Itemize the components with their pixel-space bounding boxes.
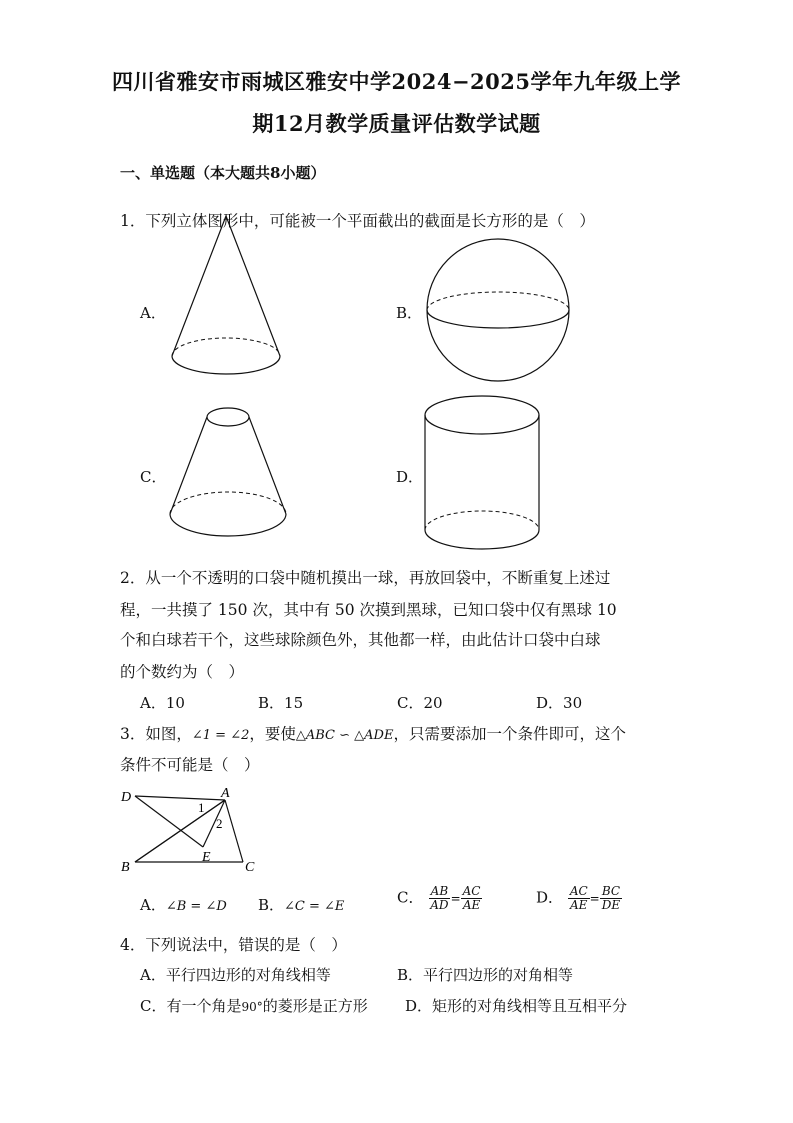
q3-stem	[120, 722, 626, 744]
q3-option-c-fraction-2	[461, 885, 483, 912]
q3-option-d-fraction-2	[600, 885, 622, 912]
q3-option-a	[140, 894, 227, 915]
q3-option-c-fraction-1	[428, 885, 450, 912]
q3-stem-line-2: 条件不可能是（ ）	[120, 756, 260, 774]
q3-stem-part-b: ，要使	[249, 725, 296, 743]
q3-option-d-label: D．	[536, 888, 564, 907]
q3-stem-part-c: ，只需要添加一个条件即可，这个	[393, 725, 626, 743]
q3-option-d-fraction-1	[568, 885, 590, 912]
q3-similar-statement: △ABC ∽ △ADE	[295, 728, 394, 743]
q3-option-c-label: C．	[397, 888, 424, 907]
sphere-icon	[420, 238, 580, 388]
q4-option-a: A．平行四边形的对角线相等	[140, 966, 331, 984]
exam-title-line2: 期12月教学质量评估数学试题	[252, 111, 541, 136]
frac-numerator: BC	[601, 884, 621, 898]
q3-stem-part-a: 3．如图，	[120, 725, 192, 743]
q2-line-2: 程，一共摸了 150 次，其中有 50 次摸到黑球，已知口袋中仅有黑球 10	[120, 601, 617, 619]
q3-angle-condition: ∠1 = ∠2	[191, 728, 250, 743]
q3-option-b-text: ∠C = ∠E	[284, 899, 345, 914]
point-e-label: E	[202, 850, 211, 865]
point-d-label: D	[121, 790, 132, 805]
q4-option-c-pre: C．有一个角是	[140, 997, 242, 1015]
q4-option-d: D．矩形的对角线相等且互相平分	[405, 997, 628, 1015]
q3-option-a-text: ∠B = ∠D	[165, 899, 227, 914]
q3-option-a-label: A．	[140, 896, 166, 914]
frustum-icon	[160, 400, 300, 550]
q3-option-d	[536, 885, 622, 912]
q2-option-c: C．20	[397, 694, 443, 712]
frac-numerator: AC	[569, 884, 588, 898]
frac-denominator: DE	[601, 898, 621, 912]
q3-option-c	[397, 885, 482, 912]
q1-stem: 1．下列立体图形中，可能被一个平面截出的截面是长方形的是（ ）	[120, 212, 595, 230]
section-heading: 一、单选题（本大题共8小题）	[120, 164, 326, 182]
q2-line-4: 的个数约为（ ）	[120, 663, 245, 681]
q2-option-d: D．30	[536, 694, 583, 712]
q1-option-a-label: A．	[140, 304, 166, 322]
point-b-label: B	[121, 860, 130, 875]
q4-option-c-degree: 90°	[241, 1000, 263, 1014]
cone-icon	[160, 210, 300, 380]
equals-sign: =	[450, 891, 461, 906]
q4-option-c	[140, 995, 368, 1016]
frac-denominator: AE	[570, 898, 588, 912]
cylinder-icon	[420, 394, 560, 564]
q4-option-c-post: 的菱形是正方形	[262, 997, 368, 1015]
equals-sign: =	[589, 891, 600, 906]
q2-option-a: A．10	[140, 694, 185, 712]
angle-1-label: 1	[198, 800, 205, 815]
frac-denominator: AE	[462, 898, 481, 912]
q3-option-b	[258, 894, 344, 915]
frac-denominator: AD	[430, 898, 449, 912]
q4-stem: 4．下列说法中，错误的是（ ）	[120, 936, 347, 954]
q1-option-c-label: C．	[140, 468, 167, 486]
exam-title-line1: 四川省雅安市雨城区雅安中学2024−2025学年九年级上学	[112, 69, 681, 94]
q2-line-1: 2．从一个不透明的口袋中随机摸出一球，再放回袋中，不断重复上述过	[120, 569, 611, 587]
q2-option-b: B．15	[258, 694, 304, 712]
q4-option-b: B．平行四边形的对角相等	[397, 966, 574, 984]
angle-2-label: 2	[216, 816, 223, 831]
frac-numerator: AC	[462, 884, 481, 898]
point-a-label: A	[221, 786, 230, 801]
frac-numerator: AB	[430, 884, 449, 898]
q1-option-b-label: B．	[396, 304, 423, 322]
q3-option-b-label: B．	[258, 896, 285, 914]
point-c-label: C	[245, 860, 255, 875]
triangle-figure	[115, 783, 275, 878]
q2-line-3: 个和白球若干个，这些球除颜色外，其他都一样，由此估计口袋中白球	[120, 631, 601, 649]
q1-option-d-label: D．	[396, 468, 424, 486]
